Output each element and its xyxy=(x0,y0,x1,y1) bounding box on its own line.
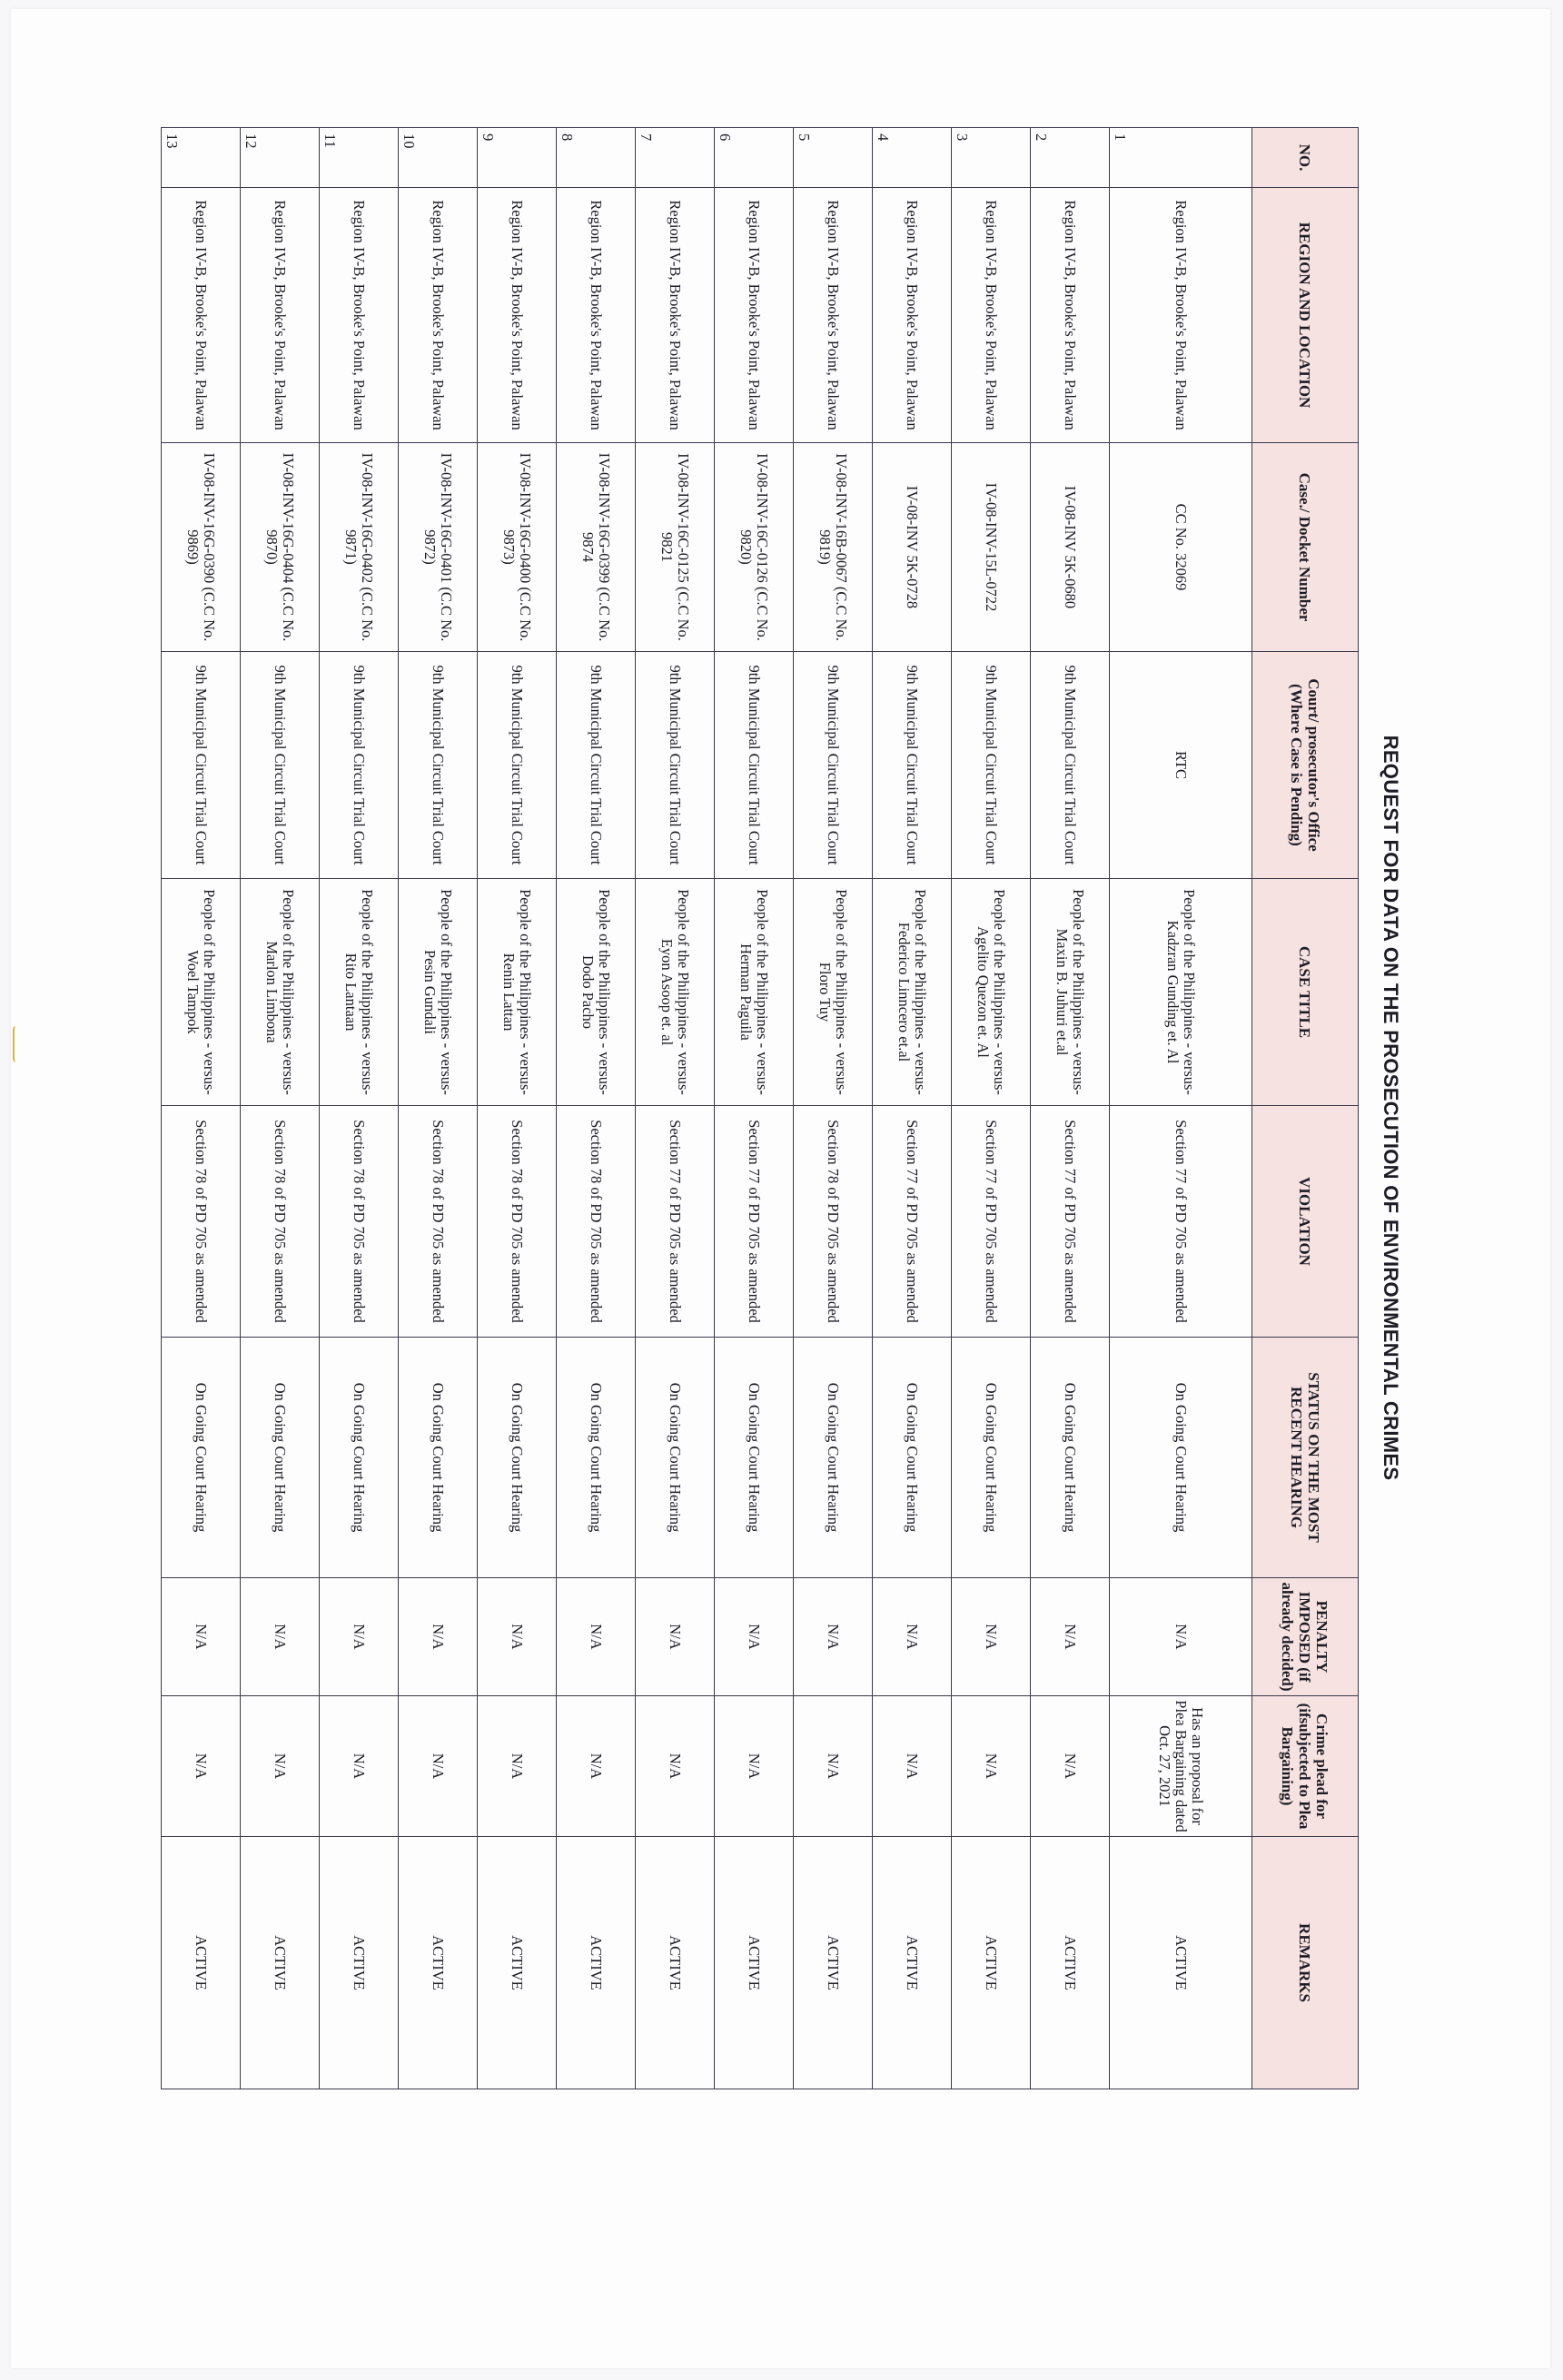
cell-plea: N/A xyxy=(557,1696,636,1837)
cell-remarks: ACTIVE xyxy=(478,1837,557,2089)
cell-remarks: ACTIVE xyxy=(557,1837,636,2089)
cell-court: 9th Municipal Circuit Trial Court xyxy=(636,652,715,879)
cell-court: 9th Municipal Circuit Trial Court xyxy=(399,652,478,879)
cell-remarks: ACTIVE xyxy=(162,1837,241,2089)
cell-violation: Section 77 of PD 705 as amended xyxy=(636,1106,715,1338)
cell-violation: Section 78 of PD 705 as amended xyxy=(320,1106,399,1338)
cell-plea: N/A xyxy=(715,1696,794,1837)
cell-plea: N/A xyxy=(162,1696,241,1837)
cell-region: Region IV-B, Brooke's Point, Palawan xyxy=(162,188,241,443)
cell-penalty: N/A xyxy=(952,1578,1031,1696)
cell-remarks: ACTIVE xyxy=(399,1837,478,2089)
cell-case-title: People of the Philippines - versus-Kadzran Gunding et. Al xyxy=(1110,879,1252,1106)
col-header-remarks: REMARKS xyxy=(1252,1837,1359,2089)
cell-plea: N/A xyxy=(636,1696,715,1837)
cell-no: 7 xyxy=(636,128,715,188)
cell-status: On Going Court Hearing xyxy=(399,1338,478,1578)
cell-remarks: ACTIVE xyxy=(320,1837,399,2089)
cell-region: Region IV-B, Brooke's Point, Palawan xyxy=(636,188,715,443)
cell-no: 8 xyxy=(557,128,636,188)
cell-plea: N/A xyxy=(952,1696,1031,1837)
cell-remarks: ACTIVE xyxy=(241,1837,320,2089)
cell-violation: Section 77 of PD 705 as amended xyxy=(715,1106,794,1338)
cell-docket: IV-08-INV-16G-0401 (C.C No. 9872) xyxy=(399,443,478,652)
rotated-content xyxy=(155,127,1413,2089)
document-title: REQUEST FOR DATA ON THE PROSECUTION OF ENVIRONMENTAL CRIMES xyxy=(1380,735,1402,1481)
cell-case-title: People of the Philippines - versus- Herman Paguila xyxy=(715,879,794,1106)
cell-court: 9th Municipal Circuit Trial Court xyxy=(1031,652,1110,879)
cell-penalty: N/A xyxy=(557,1578,636,1696)
cell-case-title: People of the Philippines - versus- Maxin B. Juhuri et.al xyxy=(1031,879,1110,1106)
cell-case-title: People of the Philippines - versus- Woel Tampok xyxy=(162,879,241,1106)
cell-status: On Going Court Hearing xyxy=(636,1338,715,1578)
cell-status: On Going Court Hearing xyxy=(557,1338,636,1578)
cell-violation: Section 77 of PD 705 as amended xyxy=(873,1106,952,1338)
cell-court: 9th Municipal Circuit Trial Court xyxy=(320,652,399,879)
cell-region: Region IV-B, Brooke's Point, Palawan xyxy=(399,188,478,443)
cell-violation: Section 77 of PD 705 as amended xyxy=(1110,1106,1252,1338)
document-page xyxy=(11,9,1550,2368)
cell-case-title: People of the Philippines - versus- Floro Tuy xyxy=(794,879,873,1106)
cell-remarks: ACTIVE xyxy=(1031,1837,1110,2089)
cell-court: 9th Municipal Circuit Trial Court xyxy=(794,652,873,879)
cell-penalty: N/A xyxy=(399,1578,478,1696)
cell-court: 9th Municipal Circuit Trial Court xyxy=(162,652,241,879)
cell-violation: Section 77 of PD 705 as amended xyxy=(952,1106,1031,1338)
cell-no: 5 xyxy=(794,128,873,188)
cell-docket: IV-08-INV-15L-0722 xyxy=(952,443,1031,652)
table-row xyxy=(241,128,320,2089)
cell-case-title: People of the Philippines - versus- Marlon Limbona xyxy=(241,879,320,1106)
prosecution-data-table xyxy=(161,127,1359,2089)
table-row xyxy=(320,128,399,2089)
col-header-penalty: PENALTY IMPOSED (if already decided) xyxy=(1252,1578,1359,1696)
cell-no: 2 xyxy=(1031,128,1110,188)
table-row xyxy=(952,128,1031,2089)
cell-court: 9th Municipal Circuit Trial Court xyxy=(873,652,952,879)
cell-region: Region IV-B, Brooke's Point, Palawan xyxy=(557,188,636,443)
cell-penalty: N/A xyxy=(794,1578,873,1696)
table-row xyxy=(1110,128,1252,2089)
cell-status: On Going Court Hearing xyxy=(952,1338,1031,1578)
cell-penalty: N/A xyxy=(1031,1578,1110,1696)
cell-status: On Going Court Hearing xyxy=(715,1338,794,1578)
cell-region: Region IV-B, Brooke's Point, Palawan xyxy=(952,188,1031,443)
col-header-status: STATUS ON THE MOST RECENT HEARING xyxy=(1252,1338,1359,1578)
cell-case-title: People of the Philippines - versus- Agelito Quezon et. Al xyxy=(952,879,1031,1106)
cell-no: 13 xyxy=(162,128,241,188)
cell-case-title: People of the Philippines - versus- Dodo Pacho xyxy=(557,879,636,1106)
cell-docket: CC No. 32069 xyxy=(1110,443,1252,652)
cell-region: Region IV-B, Brooke's Point, Palawan xyxy=(1110,188,1252,443)
col-header-no: NO. xyxy=(1252,128,1359,188)
cell-court: 9th Municipal Circuit Trial Court xyxy=(952,652,1031,879)
cell-violation: Section 77 of PD 705 as amended xyxy=(1031,1106,1110,1338)
cell-court: 9th Municipal Circuit Trial Court xyxy=(241,652,320,879)
cell-status: On Going Court Hearing xyxy=(1110,1338,1252,1578)
cell-region: Region IV-B, Brooke's Point, Palawan xyxy=(715,188,794,443)
cell-no: 10 xyxy=(399,128,478,188)
cell-violation: Section 78 of PD 705 as amended xyxy=(399,1106,478,1338)
cell-status: On Going Court Hearing xyxy=(162,1338,241,1578)
cell-region: Region IV-B, Brooke's Point, Palawan xyxy=(478,188,557,443)
cell-penalty: N/A xyxy=(715,1578,794,1696)
cell-court: 9th Municipal Circuit Trial Court xyxy=(557,652,636,879)
cell-case-title: People of the Philippines - versus- Renin Lattan xyxy=(478,879,557,1106)
cell-docket: IV-08-INV-16C-0126 (C.C No. 9820) xyxy=(715,443,794,652)
cell-region: Region IV-B, Brooke's Point, Palawan xyxy=(794,188,873,443)
table-row xyxy=(478,128,557,2089)
cell-plea: N/A xyxy=(320,1696,399,1837)
header-row xyxy=(1252,128,1359,2089)
cell-plea: N/A xyxy=(1031,1696,1110,1837)
cell-penalty: N/A xyxy=(1110,1578,1252,1696)
col-header-case-title: CASE TITLE xyxy=(1252,879,1359,1106)
table-row xyxy=(715,128,794,2089)
table-row xyxy=(636,128,715,2089)
cell-docket: IV-08-INV 5K-0680 xyxy=(1031,443,1110,652)
cell-plea: N/A xyxy=(241,1696,320,1837)
cell-violation: Section 78 of PD 705 as amended xyxy=(794,1106,873,1338)
table-row xyxy=(873,128,952,2089)
col-header-docket: Case./ Docket Number xyxy=(1252,443,1359,652)
table-row xyxy=(1031,128,1110,2089)
cell-status: On Going Court Hearing xyxy=(241,1338,320,1578)
cell-plea: N/A xyxy=(794,1696,873,1837)
cell-no: 1 xyxy=(1110,128,1252,188)
cell-docket: IV-08-INV-16G-0402 (C.C No. 9871) xyxy=(320,443,399,652)
cell-penalty: N/A xyxy=(320,1578,399,1696)
cell-region: Region IV-B, Brooke's Point, Palawan xyxy=(320,188,399,443)
cell-status: On Going Court Hearing xyxy=(794,1338,873,1578)
col-header-court: Court/ prosecutor's Office (Where Case is Pending) xyxy=(1252,652,1359,879)
table-row xyxy=(162,128,241,2089)
cell-violation: Section 78 of PD 705 as amended xyxy=(162,1106,241,1338)
cell-remarks: ACTIVE xyxy=(794,1837,873,2089)
cell-violation: Section 78 of PD 705 as amended xyxy=(241,1106,320,1338)
cell-case-title: People of the Philippines - versus- Pesin Gundali xyxy=(399,879,478,1106)
table-row xyxy=(399,128,478,2089)
cell-remarks: ACTIVE xyxy=(636,1837,715,2089)
cell-region: Region IV-B, Brooke's Point, Palawan xyxy=(241,188,320,443)
cell-no: 12 xyxy=(241,128,320,188)
cell-no: 3 xyxy=(952,128,1031,188)
cell-case-title: People of the Philippines - versus- Eyon Asoop et. al xyxy=(636,879,715,1106)
cell-penalty: N/A xyxy=(636,1578,715,1696)
cell-court: 9th Municipal Circuit Trial Court xyxy=(715,652,794,879)
cell-plea: N/A xyxy=(873,1696,952,1837)
cell-region: Region IV-B, Brooke's Point, Palawan xyxy=(1031,188,1110,443)
cell-penalty: N/A xyxy=(873,1578,952,1696)
cell-docket: IV-08-INV-16G-0390 (C.C No. 9869) xyxy=(162,443,241,652)
cell-docket: IV-08-INV-16G-0400 (C.C No. 9873) xyxy=(478,443,557,652)
cell-violation: Section 78 of PD 705 as amended xyxy=(557,1106,636,1338)
table-row xyxy=(557,128,636,2089)
cell-docket: IV-08-INV-16B-0067 (C.C No. 9819) xyxy=(794,443,873,652)
cell-penalty: N/A xyxy=(241,1578,320,1696)
cell-remarks: ACTIVE xyxy=(1110,1837,1252,2089)
col-header-region: REGION AND LOCATION xyxy=(1252,188,1359,443)
cell-case-title: People of the Philippines - versus- Federico Linncero et.al xyxy=(873,879,952,1106)
cell-court: 9th Municipal Circuit Trial Court xyxy=(478,652,557,879)
cell-no: 9 xyxy=(478,128,557,188)
cell-status: On Going Court Hearing xyxy=(320,1338,399,1578)
cell-remarks: ACTIVE xyxy=(873,1837,952,2089)
cell-court: RTC xyxy=(1110,652,1252,879)
cell-docket: IV-08-INV-16C-0125 (C.C No. 9821 xyxy=(636,443,715,652)
cell-status: On Going Court Hearing xyxy=(873,1338,952,1578)
cell-no: 11 xyxy=(320,128,399,188)
col-header-plea: Crime plead for (ifsubjected to Plea Bargaining) xyxy=(1252,1696,1359,1837)
cell-docket: IV-08-INV 5K-0728 xyxy=(873,443,952,652)
cell-plea: Has an proposal for Plea Bargaining dated Oct. 27, 2021 xyxy=(1110,1696,1252,1837)
cell-plea: N/A xyxy=(478,1696,557,1837)
cell-remarks: ACTIVE xyxy=(952,1837,1031,2089)
col-header-violation: VIOLATION xyxy=(1252,1106,1359,1338)
cell-violation: Section 78 of PD 705 as amended xyxy=(478,1106,557,1338)
cell-status: On Going Court Hearing xyxy=(478,1338,557,1578)
cell-penalty: N/A xyxy=(478,1578,557,1696)
cell-case-title: People of the Philippines - versus- Rito Lantaan xyxy=(320,879,399,1106)
staple-mark xyxy=(13,1026,20,1062)
table-body xyxy=(162,128,1252,2089)
cell-docket: IV-08-INV-16G-0399 (C.C No. 9874 xyxy=(557,443,636,652)
cell-penalty: N/A xyxy=(162,1578,241,1696)
cell-remarks: ACTIVE xyxy=(715,1837,794,2089)
table-row xyxy=(794,128,873,2089)
cell-status: On Going Court Hearing xyxy=(1031,1338,1110,1578)
cell-docket: IV-08-INV-16G-0404 (C.C No. 9870) xyxy=(241,443,320,652)
cell-region: Region IV-B, Brooke's Point, Palawan xyxy=(873,188,952,443)
cell-no: 6 xyxy=(715,128,794,188)
cell-no: 4 xyxy=(873,128,952,188)
cell-plea: N/A xyxy=(399,1696,478,1837)
